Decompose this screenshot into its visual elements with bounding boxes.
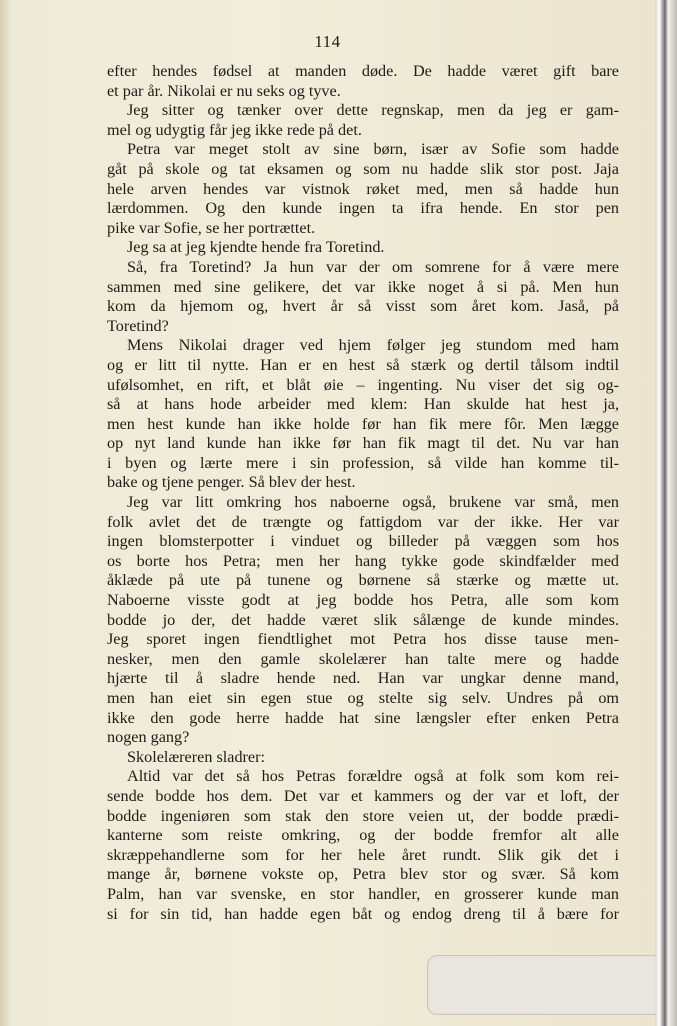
text-line: efter hendes fødsel at manden døde. De hadde været gift bare bbox=[107, 62, 619, 80]
text-line: si for sin tid, han hadde egen båt og endog dreng til å bære for bbox=[107, 904, 619, 923]
text-line: ingen blomsterpotter i vinduet og billeder på væggen som hos bbox=[107, 532, 619, 551]
book-edge bbox=[655, 0, 677, 1026]
text-line: lærdommen. Og den kunde ingen ta ifra hende. En stor pen bbox=[107, 199, 619, 218]
text-line: men han eiet sin egen stue og stelte sig selv. Undres på om bbox=[107, 689, 619, 707]
page-number: 114 bbox=[314, 32, 341, 51]
library-stamp-box bbox=[427, 955, 656, 1015]
text-line: Toretind? bbox=[107, 316, 169, 335]
text-line: Jeg var litt omkring hos naboerne også, brukene var små, men bbox=[127, 493, 619, 512]
body-text bbox=[107, 62, 619, 924]
text-line: Petra var meget stolt av sine børn, især av Sofie som hadde bbox=[127, 140, 619, 159]
text-line: ufølsomhet, en rift, et blåt øie – ingenting. Nu viser det sig og- bbox=[107, 375, 619, 394]
text-line: hele arven hendes var vistnok røket med, men så hadde hun bbox=[107, 179, 619, 198]
text-line: og er litt til nytte. Han er en hest så stærk og dertil tålsom indtil bbox=[107, 355, 619, 374]
text-line: Skolelæreren sladrer: bbox=[127, 747, 265, 766]
text-line: ikke den gode herre hadde hat sine længsler efter enken Petra bbox=[107, 708, 619, 727]
text-line: skræppehandlerne som for her hele året rundt. Slik gik det i bbox=[107, 845, 619, 864]
text-line: kanterne som reiste omkring, og der bodde fremfor alt alle bbox=[107, 826, 619, 845]
text-line: gåt på skole og tat eksamen og som nu hadde slik stor post. Jaja bbox=[107, 159, 619, 178]
text-line: et par år. Nikolai er nu seks og tyve. bbox=[107, 81, 341, 100]
text-line: i byen og lærte mere i sin profession, så vilde han komme til- bbox=[107, 453, 619, 472]
text-line: pike var Sofie, se her portrættet. bbox=[107, 218, 316, 237]
text-line: men hest kunde han ikke holde før han fik mere fôr. Men lægge bbox=[107, 414, 619, 433]
text-line: Naboerne visste godt at jeg bodde hos Petra, alle som kom bbox=[107, 591, 619, 610]
text-line: bake og tjene penger. Så blev der hest. bbox=[107, 473, 356, 492]
text-line: nesker, men den gamle skolelærer han talte mere og hadde bbox=[107, 649, 619, 668]
text-line: så at hans hode arbeider med klem: Han skulde hat hest ja, bbox=[107, 395, 619, 414]
text-line: Altid var det så hos Petras forældre også at folk som kom rei- bbox=[127, 767, 619, 786]
text-line: folk avlet det de trængte og fattigdom var der ikke. Her var bbox=[107, 512, 619, 531]
text-line: sammen med sine gelikere, det var ikke noget å si på. Men hun bbox=[107, 277, 619, 296]
text-line: Så, fra Toretind? Ja hun var der om somrene for å være mere bbox=[127, 257, 619, 276]
text-line: nogen gang? bbox=[107, 728, 190, 747]
text-line: kom da hjemom og, hvert år så visst som året kom. Jaså, på bbox=[107, 297, 619, 316]
text-line: op nyt land kunde han ikke før han fik magt til det. Nu var han bbox=[107, 434, 619, 453]
text-line: mel og udygtig får jeg ikke rede på det. bbox=[107, 120, 362, 139]
page-gutter-shadow bbox=[0, 0, 12, 1026]
text-line: Mens Nikolai drager ved hjem følger jeg stundom med ham bbox=[127, 336, 619, 355]
text-line: Jeg sporet ingen fiendtlighet mot Petra hos disse tause men- bbox=[107, 630, 619, 649]
text-line: Jeg sitter og tænker over dette regnskap, men da jeg er gam- bbox=[127, 101, 619, 120]
text-line: Palm, han var svenske, en stor handler, en grosserer kunde man bbox=[107, 884, 619, 903]
text-line: bodde jo der, det hadde været slik sålænge de kunde mindes. bbox=[107, 610, 619, 629]
text-line: åklæde på ute på tunene og børnene så stærke og mætte ut. bbox=[107, 571, 619, 590]
text-line: os borte hos Petra; men her hang tykke gode skindfælder med bbox=[107, 551, 619, 570]
text-line: hjærte til å sladre hende ned. Han var ungkar denne mand, bbox=[107, 669, 619, 688]
text-line: sende bodde hos dem. Det var et kammers og der var et loft, der bbox=[107, 786, 619, 805]
text-line: bodde ingeniøren som stak den store veien ut, der bodde prædi- bbox=[107, 806, 619, 825]
text-line: Jeg sa at jeg kjendte hende fra Toretind. bbox=[127, 238, 385, 257]
text-line: mange år, børnene vokste op, Petra blev stor og svær. Så kom bbox=[107, 865, 619, 884]
